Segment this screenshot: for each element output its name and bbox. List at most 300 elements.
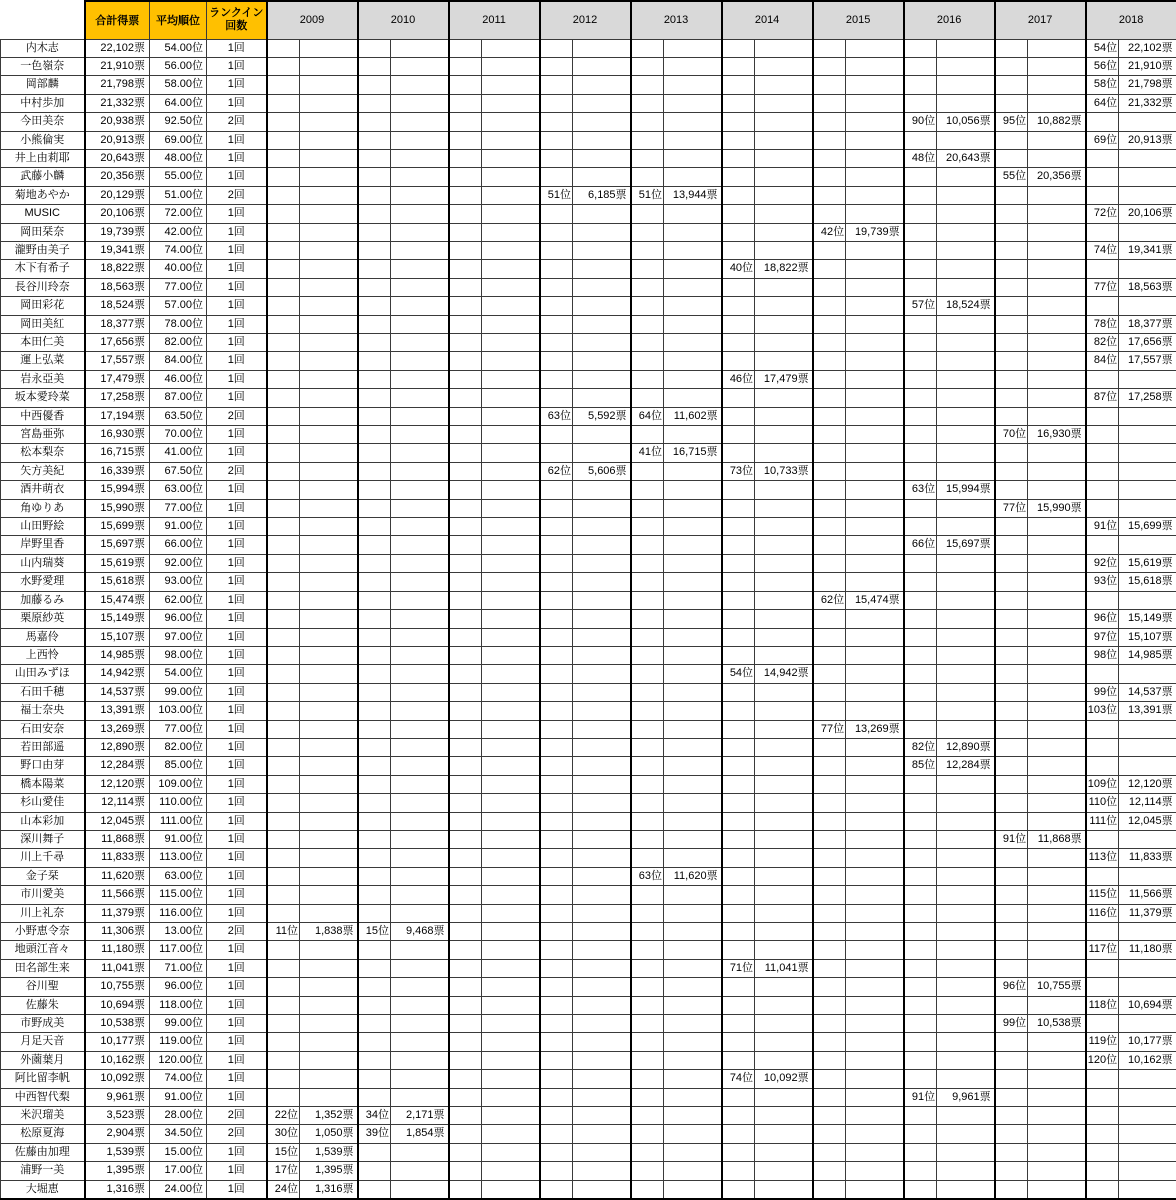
year-rank-cell (995, 1051, 1028, 1069)
year-rank-cell: 113位 (1086, 849, 1119, 867)
year-votes-cell (937, 426, 995, 444)
year-votes-cell (300, 278, 358, 296)
year-rank-cell (1086, 1162, 1119, 1180)
year-rank-cell (1086, 830, 1119, 848)
year-votes-cell (300, 720, 358, 738)
year-rank-cell (813, 867, 846, 885)
year-rank-cell (813, 1162, 846, 1180)
year-votes-cell (937, 941, 995, 959)
year-rank-cell (540, 775, 573, 793)
year-votes-cell (482, 168, 540, 186)
year-votes-cell (846, 481, 904, 499)
year-votes-cell (664, 499, 722, 517)
member-row (1, 830, 1176, 848)
year-rank-cell (813, 57, 846, 75)
year-rank-cell (631, 573, 664, 591)
year-votes-cell (391, 1070, 449, 1088)
year-rank-cell (267, 554, 300, 572)
year-rank-cell (267, 462, 300, 480)
year-rank-cell: 64位 (631, 407, 664, 425)
year-votes-cell (1028, 481, 1086, 499)
year-rank-cell (358, 334, 391, 352)
year-votes-cell (755, 315, 813, 333)
year-rank-cell (904, 978, 937, 996)
total-votes-cell: 10,694票 (85, 996, 150, 1014)
year-rank-cell (358, 886, 391, 904)
year-rank-cell (995, 94, 1028, 112)
year-votes-cell (482, 370, 540, 388)
year-votes-cell (846, 738, 904, 756)
year-votes-cell (664, 223, 722, 241)
year-rank-cell: 74位 (722, 1070, 755, 1088)
year-votes-cell (482, 830, 540, 848)
year-votes-cell (300, 794, 358, 812)
year-rank-cell (540, 830, 573, 848)
member-name-cell: 武藤小麟 (1, 168, 85, 186)
year-rank-cell: 77位 (995, 499, 1028, 517)
year-votes-cell (482, 665, 540, 683)
year-votes-cell (755, 738, 813, 756)
year-votes-cell (1028, 518, 1086, 536)
total-votes-cell: 15,994票 (85, 481, 150, 499)
year-rank-cell (631, 499, 664, 517)
year-votes-cell (1028, 738, 1086, 756)
year-votes-cell (300, 168, 358, 186)
year-rank-cell: 64位 (1086, 94, 1119, 112)
year-votes-cell (755, 1033, 813, 1051)
member-name-cell: 岩永亞美 (1, 370, 85, 388)
year-votes-cell (300, 573, 358, 591)
rankin-count-cell: 2回 (207, 462, 267, 480)
year-rank-cell (722, 113, 755, 131)
year-rank-cell (449, 205, 482, 223)
year-votes-cell (573, 370, 631, 388)
avg-rank-cell: 103.00位 (150, 702, 207, 720)
year-votes-cell (664, 76, 722, 94)
year-rank-cell (904, 352, 937, 370)
year-rank-cell (358, 1180, 391, 1199)
member-row (1, 131, 1176, 149)
year-votes-cell (846, 830, 904, 848)
year-rank-cell (904, 518, 937, 536)
year-rank-cell (904, 1162, 937, 1180)
rankin-count-cell: 1回 (207, 720, 267, 738)
year-votes-cell (1119, 738, 1176, 756)
year-votes-cell (573, 1143, 631, 1161)
year-rank-cell (813, 628, 846, 646)
year-votes-cell (937, 628, 995, 646)
year-header-2012: 2012 (540, 1, 631, 39)
year-rank-cell (813, 683, 846, 701)
year-rank-cell (631, 536, 664, 554)
year-votes-cell (1028, 720, 1086, 738)
year-rank-cell (631, 94, 664, 112)
avg-rank-cell: 24.00位 (150, 1180, 207, 1199)
year-rank-cell (995, 186, 1028, 204)
year-votes-cell (573, 628, 631, 646)
year-votes-cell (664, 923, 722, 941)
year-rank-cell (995, 1180, 1028, 1199)
total-votes-cell: 17,479票 (85, 370, 150, 388)
total-votes-cell: 12,890票 (85, 738, 150, 756)
rankin-count-cell: 1回 (207, 941, 267, 959)
member-row (1, 959, 1176, 977)
year-votes-cell (755, 683, 813, 701)
year-votes-cell (300, 867, 358, 885)
year-votes-cell (846, 1088, 904, 1106)
year-votes-cell (1028, 39, 1086, 57)
member-row (1, 297, 1176, 315)
year-rank-cell: 63位 (631, 867, 664, 885)
member-row (1, 499, 1176, 517)
year-rank-cell (540, 757, 573, 775)
year-rank-cell (540, 297, 573, 315)
year-rank-cell (631, 904, 664, 922)
year-votes-cell (573, 57, 631, 75)
year-rank-cell (722, 389, 755, 407)
year-votes-cell (755, 573, 813, 591)
year-votes-cell (1028, 223, 1086, 241)
year-votes-cell (573, 334, 631, 352)
member-row (1, 444, 1176, 462)
year-votes-cell (300, 76, 358, 94)
year-rank-cell (358, 959, 391, 977)
year-votes-cell (846, 1015, 904, 1033)
year-votes-cell (755, 830, 813, 848)
year-rank-cell (904, 315, 937, 333)
year-rank-cell (813, 978, 846, 996)
year-votes-cell: 11,602票 (664, 407, 722, 425)
year-votes-cell (482, 959, 540, 977)
year-rank-cell (358, 941, 391, 959)
year-votes-cell (755, 757, 813, 775)
year-rank-cell (449, 830, 482, 848)
year-rank-cell (813, 775, 846, 793)
year-rank-cell (267, 149, 300, 167)
year-rank-cell (813, 426, 846, 444)
year-votes-cell: 17,656票 (1119, 334, 1176, 352)
year-rank-cell (722, 76, 755, 94)
year-rank-cell (358, 426, 391, 444)
year-rank-cell (540, 352, 573, 370)
year-votes-cell (573, 775, 631, 793)
year-votes-cell (664, 1180, 722, 1199)
year-rank-cell (540, 57, 573, 75)
year-rank-cell (813, 94, 846, 112)
year-rank-cell: 66位 (904, 536, 937, 554)
year-votes-cell (300, 94, 358, 112)
year-votes-cell (391, 1180, 449, 1199)
year-rank-cell (358, 370, 391, 388)
year-rank-cell (631, 683, 664, 701)
year-rank-cell (540, 131, 573, 149)
rankin-count-cell: 1回 (207, 444, 267, 462)
year-votes-cell (664, 481, 722, 499)
year-votes-cell (937, 1107, 995, 1125)
member-name-cell: 岡部麟 (1, 76, 85, 94)
year-rank-cell (722, 518, 755, 536)
year-rank-cell: 46位 (722, 370, 755, 388)
year-votes-cell (573, 941, 631, 959)
year-votes-cell (846, 426, 904, 444)
year-votes-cell (755, 444, 813, 462)
year-votes-cell (755, 1051, 813, 1069)
year-rank-cell (995, 941, 1028, 959)
year-rank-cell (267, 481, 300, 499)
year-votes-cell (300, 996, 358, 1014)
year-rank-cell (358, 76, 391, 94)
year-rank-cell (358, 186, 391, 204)
year-rank-cell (267, 794, 300, 812)
year-rank-cell (813, 186, 846, 204)
year-votes-cell: 20,643票 (937, 149, 995, 167)
year-votes-cell (846, 941, 904, 959)
year-rank-cell (267, 536, 300, 554)
year-rank-cell (449, 867, 482, 885)
year-votes-cell (846, 1107, 904, 1125)
total-votes-cell: 11,566票 (85, 886, 150, 904)
year-votes-cell (300, 591, 358, 609)
year-rank-cell (813, 1070, 846, 1088)
year-rank-cell (813, 1107, 846, 1125)
year-rank-cell (995, 1033, 1028, 1051)
year-votes-cell (664, 278, 722, 296)
avg-rank-cell: 84.00位 (150, 352, 207, 370)
member-row (1, 554, 1176, 572)
year-votes-cell (300, 297, 358, 315)
year-rank-cell (813, 1033, 846, 1051)
year-rank-cell: 91位 (995, 830, 1028, 848)
year-rank-cell: 40位 (722, 260, 755, 278)
year-votes-cell (664, 1015, 722, 1033)
year-rank-cell: 115位 (1086, 886, 1119, 904)
year-rank-cell (358, 1015, 391, 1033)
year-rank-cell (995, 591, 1028, 609)
total-votes-cell: 18,524票 (85, 297, 150, 315)
year-rank-cell (904, 812, 937, 830)
year-rank-cell (1086, 1070, 1119, 1088)
member-name-cell: MUSIC (1, 205, 85, 223)
year-votes-cell (482, 1180, 540, 1199)
rankin-count-cell: 1回 (207, 278, 267, 296)
total-votes-cell: 17,194票 (85, 407, 150, 425)
year-rank-cell (449, 886, 482, 904)
year-rank-cell (995, 738, 1028, 756)
year-votes-cell (391, 996, 449, 1014)
avg-rank-cell: 67.50位 (150, 462, 207, 480)
year-rank-cell (904, 720, 937, 738)
year-votes-cell (1028, 775, 1086, 793)
year-votes-cell (664, 536, 722, 554)
year-votes-cell (482, 76, 540, 94)
year-rank-cell (813, 610, 846, 628)
year-rank-cell (904, 573, 937, 591)
year-rank-cell (722, 241, 755, 259)
year-votes-cell (300, 1033, 358, 1051)
year-votes-cell (300, 646, 358, 664)
year-rank-cell (631, 1143, 664, 1161)
year-rank-cell (449, 941, 482, 959)
year-votes-cell (937, 352, 995, 370)
member-name-cell: 角ゆりあ (1, 499, 85, 517)
member-name-cell: 岸野里香 (1, 536, 85, 554)
year-votes-cell (1028, 186, 1086, 204)
total-votes-cell: 12,120票 (85, 775, 150, 793)
year-rank-cell (995, 334, 1028, 352)
year-rank-cell (722, 775, 755, 793)
year-rank-cell (722, 1143, 755, 1161)
year-votes-cell (1119, 113, 1176, 131)
total-votes-cell: 14,985票 (85, 646, 150, 664)
rankin-header-line1: ランクイン (209, 7, 264, 20)
year-votes-cell (391, 812, 449, 830)
year-rank-cell (540, 444, 573, 462)
total-votes-cell: 17,656票 (85, 334, 150, 352)
year-rank-cell (813, 1125, 846, 1143)
year-header-2011: 2011 (449, 1, 540, 39)
year-votes-cell (664, 738, 722, 756)
year-votes-cell (664, 168, 722, 186)
year-votes-cell (937, 867, 995, 885)
rankin-count-cell: 1回 (207, 334, 267, 352)
year-rank-cell (631, 1088, 664, 1106)
year-votes-cell: 21,910票 (1119, 57, 1176, 75)
year-votes-cell (573, 757, 631, 775)
year-votes-cell (664, 628, 722, 646)
year-votes-cell (482, 462, 540, 480)
year-votes-cell (755, 923, 813, 941)
avg-rank-cell: 78.00位 (150, 315, 207, 333)
year-rank-cell (449, 1143, 482, 1161)
year-rank-cell (267, 370, 300, 388)
total-votes-cell: 17,557票 (85, 352, 150, 370)
year-votes-cell (573, 278, 631, 296)
year-rank-cell (813, 1180, 846, 1199)
year-rank-cell: 24位 (267, 1180, 300, 1199)
year-rank-cell: 103位 (1086, 702, 1119, 720)
year-votes-cell: 12,284票 (937, 757, 995, 775)
year-votes-cell (300, 904, 358, 922)
year-rank-cell (1086, 407, 1119, 425)
year-rank-cell (904, 426, 937, 444)
year-votes-cell (391, 241, 449, 259)
corner-cell (1, 1, 85, 39)
year-rank-cell (267, 186, 300, 204)
year-rank-cell (449, 389, 482, 407)
year-votes-cell (391, 407, 449, 425)
year-votes-cell (482, 757, 540, 775)
year-rank-cell (267, 904, 300, 922)
rankin-count-cell: 1回 (207, 370, 267, 388)
year-votes-cell (573, 702, 631, 720)
year-votes-cell (482, 794, 540, 812)
year-rank-cell (995, 131, 1028, 149)
year-rank-cell (995, 1143, 1028, 1161)
year-rank-cell (449, 426, 482, 444)
member-name-cell: 地頭江音々 (1, 941, 85, 959)
year-votes-cell (937, 131, 995, 149)
member-row (1, 849, 1176, 867)
year-votes-cell (846, 923, 904, 941)
year-rank-cell (358, 1162, 391, 1180)
year-votes-cell (664, 775, 722, 793)
rankin-count-cell: 1回 (207, 315, 267, 333)
avg-rank-cell: 57.00位 (150, 297, 207, 315)
year-votes-cell (937, 996, 995, 1014)
year-votes-cell (1119, 1125, 1176, 1143)
year-votes-cell (482, 702, 540, 720)
year-votes-cell (1028, 149, 1086, 167)
year-votes-cell (846, 389, 904, 407)
year-rank-cell (631, 646, 664, 664)
year-rank-cell (267, 94, 300, 112)
year-votes-cell (573, 554, 631, 572)
year-rank-cell (995, 1162, 1028, 1180)
year-votes-cell (573, 591, 631, 609)
year-rank-cell: 95位 (995, 113, 1028, 131)
member-name-cell: 深川舞子 (1, 830, 85, 848)
year-rank-cell (540, 867, 573, 885)
year-rank-cell: 11位 (267, 923, 300, 941)
year-votes-cell: 10,162票 (1119, 1051, 1176, 1069)
year-rank-cell (1086, 720, 1119, 738)
year-votes-cell (846, 57, 904, 75)
year-rank-cell (631, 278, 664, 296)
member-row (1, 1162, 1176, 1180)
year-votes-cell (573, 76, 631, 94)
year-votes-cell (846, 867, 904, 885)
rankin-count-cell: 1回 (207, 554, 267, 572)
year-rank-cell (722, 407, 755, 425)
year-rank-cell (449, 407, 482, 425)
year-votes-cell (1028, 628, 1086, 646)
year-votes-cell (482, 260, 540, 278)
year-votes-cell (1028, 849, 1086, 867)
year-votes-cell: 1,539票 (300, 1143, 358, 1161)
year-votes-cell (664, 389, 722, 407)
year-rank-cell (904, 370, 937, 388)
year-rank-cell (540, 315, 573, 333)
total-votes-cell: 15,697票 (85, 536, 150, 554)
year-rank-cell (995, 39, 1028, 57)
year-rank-cell (1086, 757, 1119, 775)
year-votes-cell (664, 297, 722, 315)
year-votes-cell (846, 1162, 904, 1180)
rankin-count-cell: 1回 (207, 76, 267, 94)
total-votes-cell: 2,904票 (85, 1125, 150, 1143)
year-rank-cell (722, 352, 755, 370)
year-votes-cell (846, 886, 904, 904)
year-rank-cell (358, 628, 391, 646)
year-votes-cell: 11,041票 (755, 959, 813, 977)
year-rank-cell (722, 1033, 755, 1051)
year-votes-cell (300, 352, 358, 370)
year-votes-cell (755, 646, 813, 664)
member-row (1, 223, 1176, 241)
year-rank-cell: 55位 (995, 168, 1028, 186)
year-rank-cell (722, 481, 755, 499)
year-rank-cell (449, 39, 482, 57)
year-votes-cell: 6,185票 (573, 186, 631, 204)
year-rank-cell: 34位 (358, 1107, 391, 1125)
rankin-count-cell: 1回 (207, 1070, 267, 1088)
year-votes-cell (937, 1070, 995, 1088)
year-rank-cell (540, 94, 573, 112)
year-rank-cell (631, 223, 664, 241)
total-votes-cell: 12,045票 (85, 812, 150, 830)
year-rank-cell (904, 241, 937, 259)
year-votes-cell (1028, 334, 1086, 352)
